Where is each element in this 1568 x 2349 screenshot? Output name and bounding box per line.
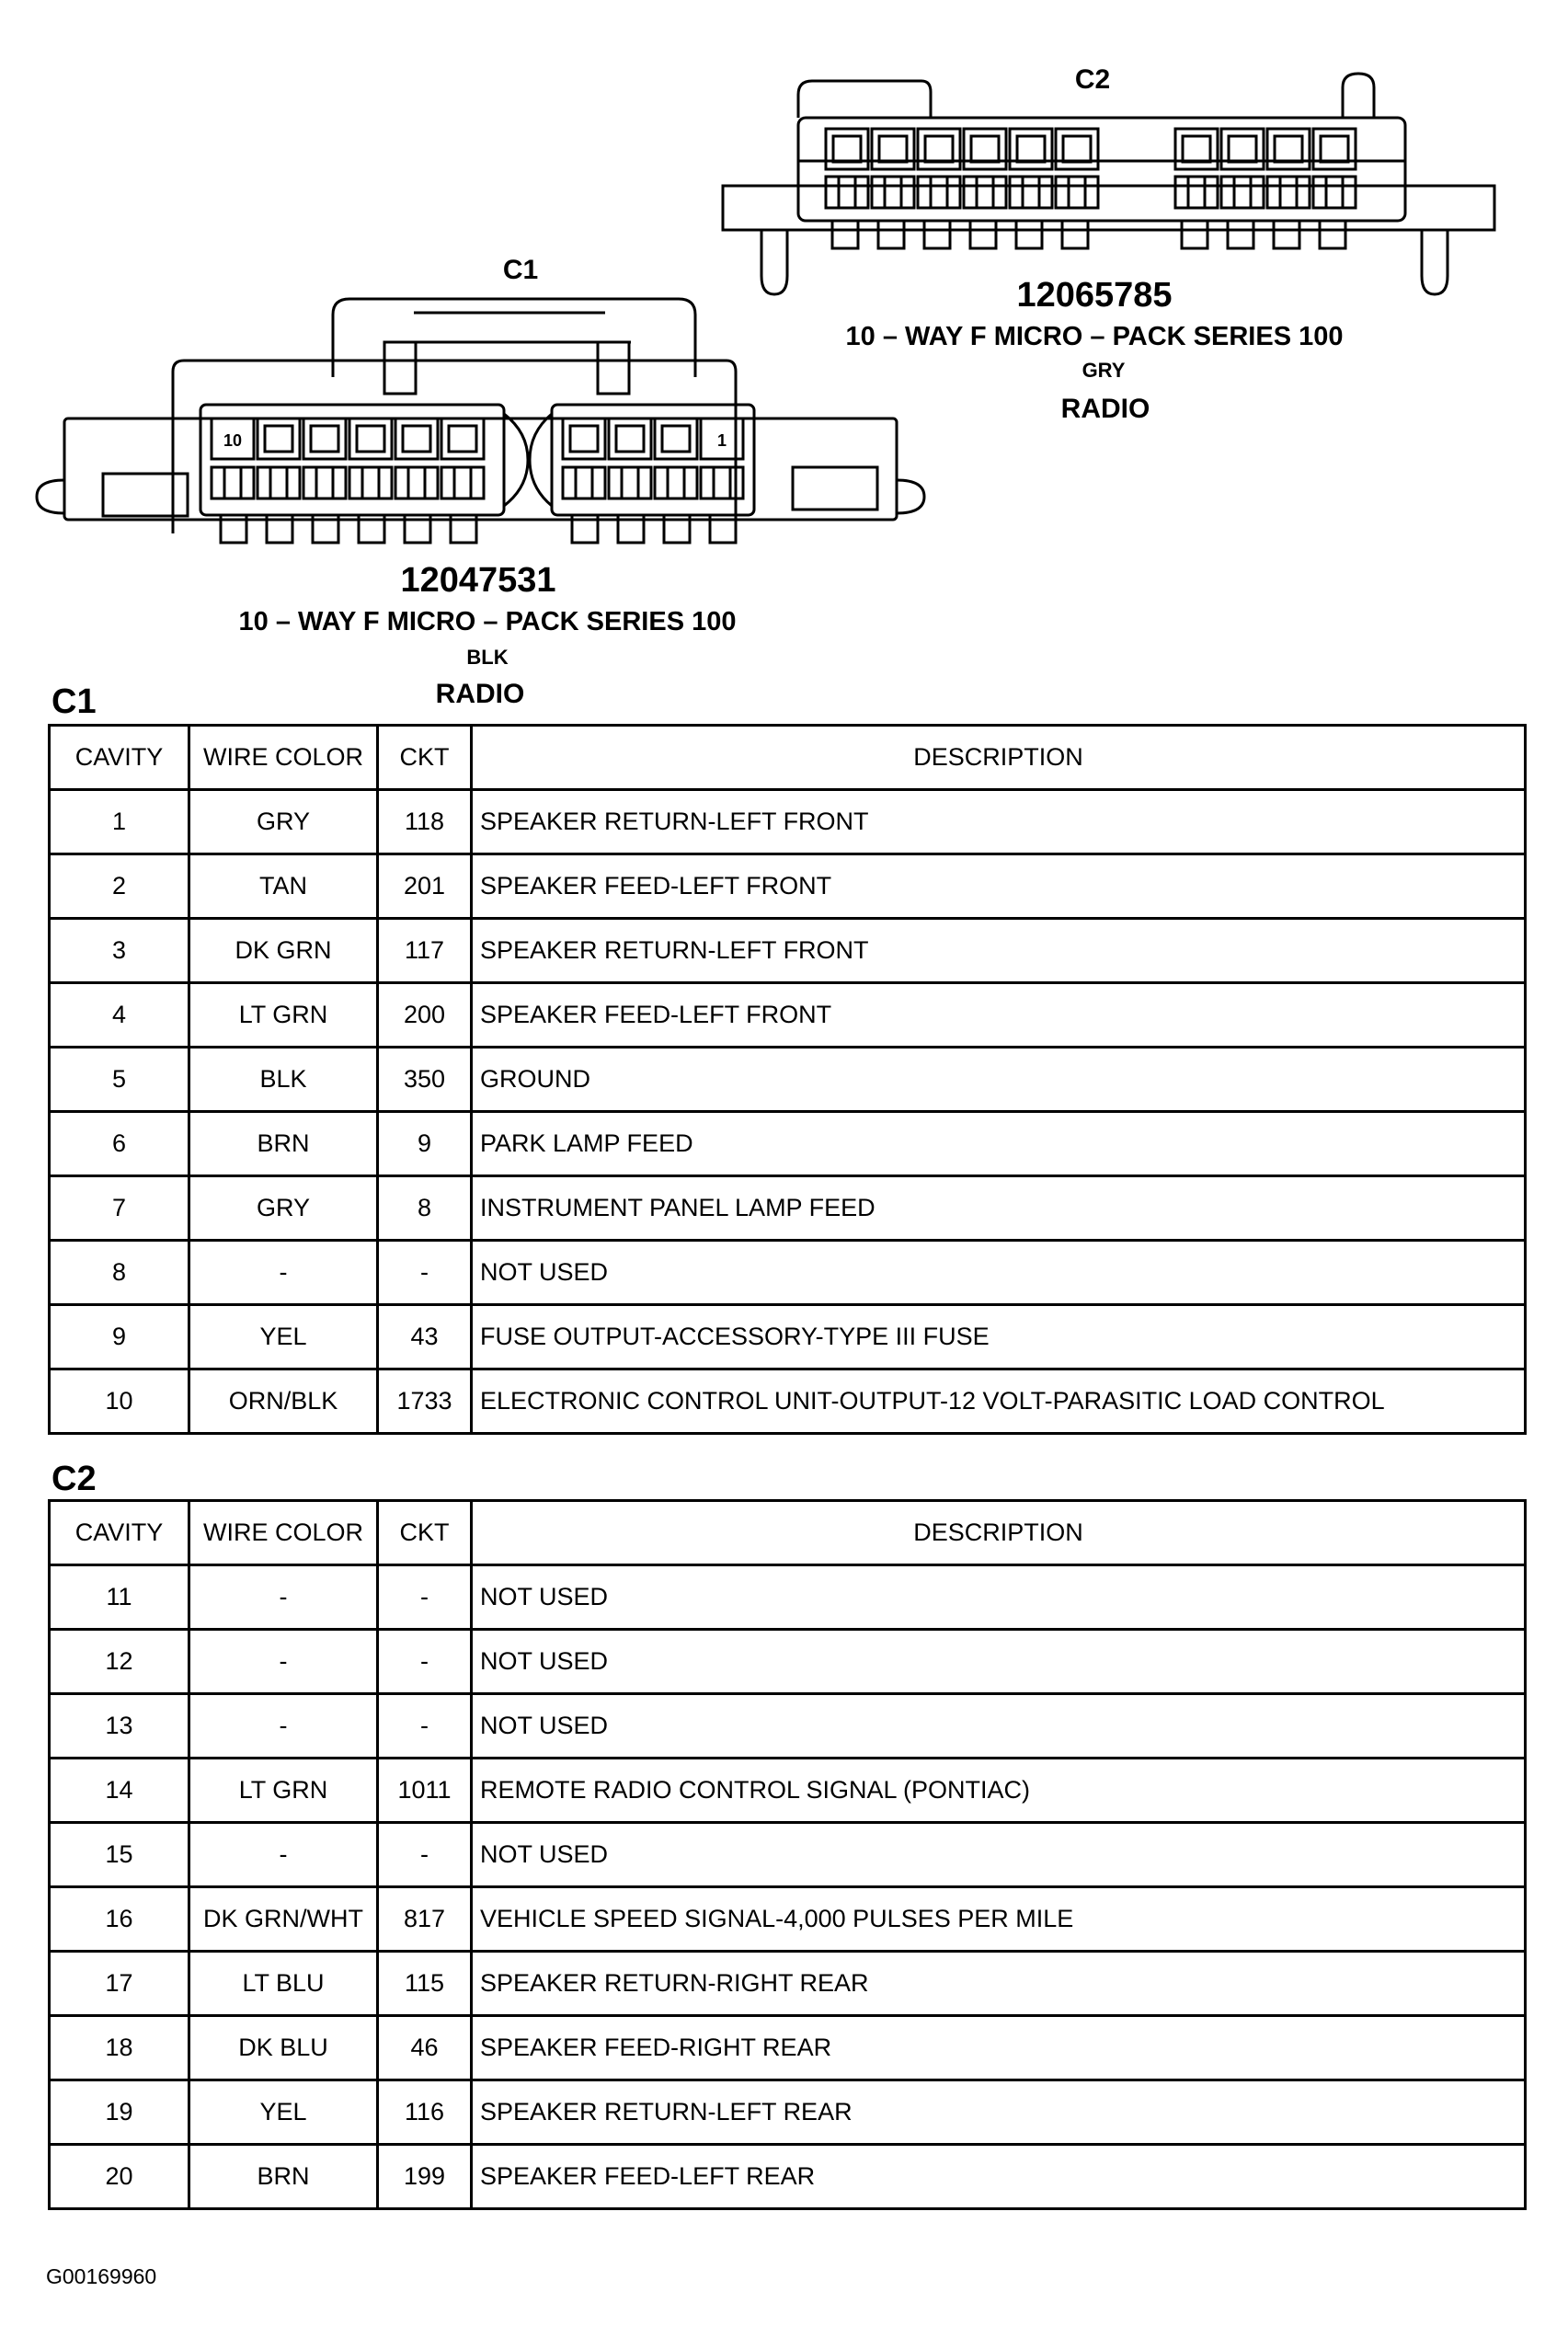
cavity-cell: 5: [50, 1048, 189, 1112]
c2-table-title: C2: [52, 1460, 97, 1498]
table-row: [50, 919, 1526, 983]
wire-color-cell: BLK: [189, 1048, 378, 1112]
description-cell: VEHICLE SPEED SIGNAL-4,000 PULSES PER MILE: [472, 1887, 1526, 1952]
ckt-cell: 200: [378, 983, 472, 1048]
cavity-cell: 13: [50, 1694, 189, 1759]
c1-pinout-table: [48, 724, 1527, 1435]
wire-color-cell: LT BLU: [189, 1952, 378, 2016]
c2-component-name: RADIO: [1060, 394, 1150, 424]
cavity-cell: 9: [50, 1305, 189, 1369]
table-row: [50, 1305, 1526, 1369]
description-cell: FUSE OUTPUT-ACCESSORY-TYPE III FUSE: [472, 1305, 1526, 1369]
description-cell: SPEAKER RETURN-LEFT FRONT: [472, 919, 1526, 983]
column-header-ckt: CKT: [378, 726, 472, 790]
cavity-cell: 19: [50, 2080, 189, 2145]
ckt-cell: -: [378, 1630, 472, 1694]
description-cell: SPEAKER RETURN-LEFT FRONT: [472, 790, 1526, 854]
ckt-cell: -: [378, 1823, 472, 1887]
c1-part-number: 12047531: [400, 561, 556, 600]
table-row: [50, 2016, 1526, 2080]
ckt-cell: 8: [378, 1176, 472, 1241]
cavity-cell: 7: [50, 1176, 189, 1241]
column-header-description: DESCRIPTION: [472, 1501, 1526, 1565]
table-header-row: [50, 726, 1526, 790]
cavity-cell: 17: [50, 1952, 189, 2016]
cavity-cell: 12: [50, 1630, 189, 1694]
wire-color-cell: YEL: [189, 2080, 378, 2145]
ckt-cell: 116: [378, 2080, 472, 2145]
table-row: [50, 1565, 1526, 1630]
description-cell: INSTRUMENT PANEL LAMP FEED: [472, 1176, 1526, 1241]
cavity-cell: 15: [50, 1823, 189, 1887]
description-cell: SPEAKER FEED-LEFT REAR: [472, 2145, 1526, 2209]
description-cell: SPEAKER RETURN-LEFT REAR: [472, 2080, 1526, 2145]
table-header-row: [50, 1501, 1526, 1565]
wire-color-cell: LT GRN: [189, 983, 378, 1048]
description-cell: NOT USED: [472, 1241, 1526, 1305]
table-row: [50, 1759, 1526, 1823]
wire-color-cell: YEL: [189, 1305, 378, 1369]
wire-color-cell: DK BLU: [189, 2016, 378, 2080]
wire-color-cell: LT GRN: [189, 1759, 378, 1823]
description-cell: PARK LAMP FEED: [472, 1112, 1526, 1176]
description-cell: ELECTRONIC CONTROL UNIT-OUTPUT-12 VOLT-PARASITIC LOAD CONTROL: [472, 1369, 1526, 1434]
cavity-cell: 16: [50, 1887, 189, 1952]
c2-connector-type: 10 – WAY F MICRO – PACK SERIES 100: [845, 322, 1344, 351]
wire-color-cell: -: [189, 1630, 378, 1694]
table-row: [50, 1887, 1526, 1952]
c1-connector-label: C1: [502, 255, 539, 285]
ckt-cell: 350: [378, 1048, 472, 1112]
table-row: [50, 1952, 1526, 2016]
wire-color-cell: -: [189, 1241, 378, 1305]
cavity-cell: 18: [50, 2016, 189, 2080]
column-header-cavity: CAVITY: [50, 726, 189, 790]
c2-part-number: 12065785: [1016, 276, 1173, 315]
wire-color-cell: BRN: [189, 1112, 378, 1176]
description-cell: NOT USED: [472, 1694, 1526, 1759]
cavity-cell: 3: [50, 919, 189, 983]
c1-pin-mark-10: 10: [223, 431, 243, 450]
wire-color-cell: GRY: [189, 1176, 378, 1241]
cavity-cell: 1: [50, 790, 189, 854]
table-row: [50, 1694, 1526, 1759]
table-row: [50, 2080, 1526, 2145]
c2-pinout-table: [48, 1499, 1527, 2210]
c1-pin-mark-1: 1: [716, 431, 727, 450]
c2-connector-drawing: [723, 74, 1494, 294]
table-row: [50, 790, 1526, 854]
c1-component-name: RADIO: [435, 679, 525, 709]
cavity-cell: 8: [50, 1241, 189, 1305]
ckt-cell: 1011: [378, 1759, 472, 1823]
description-cell: SPEAKER FEED-LEFT FRONT: [472, 983, 1526, 1048]
c2-connector-label: C2: [1074, 64, 1111, 95]
description-cell: SPEAKER FEED-RIGHT REAR: [472, 2016, 1526, 2080]
table-row: [50, 1112, 1526, 1176]
description-cell: REMOTE RADIO CONTROL SIGNAL (PONTIAC): [472, 1759, 1526, 1823]
connector-diagram: [0, 0, 1568, 709]
ckt-cell: 1733: [378, 1369, 472, 1434]
ckt-cell: 46: [378, 2016, 472, 2080]
c1-connector-color: BLK: [466, 646, 509, 669]
description-cell: GROUND: [472, 1048, 1526, 1112]
wire-color-cell: GRY: [189, 790, 378, 854]
c2-connector-color: GRY: [1082, 359, 1126, 382]
column-header-description: DESCRIPTION: [472, 726, 1526, 790]
column-header-ckt: CKT: [378, 1501, 472, 1565]
ckt-cell: -: [378, 1694, 472, 1759]
figure-code: G00169960: [46, 2264, 157, 2288]
description-cell: NOT USED: [472, 1823, 1526, 1887]
cavity-cell: 10: [50, 1369, 189, 1434]
description-cell: SPEAKER FEED-LEFT FRONT: [472, 854, 1526, 919]
ckt-cell: 117: [378, 919, 472, 983]
wire-color-cell: -: [189, 1823, 378, 1887]
c1-connector-drawing: [37, 299, 924, 543]
column-header-wire-color: WIRE COLOR: [189, 726, 378, 790]
cavity-cell: 20: [50, 2145, 189, 2209]
ckt-cell: 118: [378, 790, 472, 854]
c1-connector-type: 10 – WAY F MICRO – PACK SERIES 100: [238, 607, 737, 636]
ckt-cell: 115: [378, 1952, 472, 2016]
table-row: [50, 1241, 1526, 1305]
wire-color-cell: DK GRN/WHT: [189, 1887, 378, 1952]
table-row: [50, 1048, 1526, 1112]
description-cell: NOT USED: [472, 1630, 1526, 1694]
wire-color-cell: TAN: [189, 854, 378, 919]
cavity-cell: 4: [50, 983, 189, 1048]
cavity-cell: 14: [50, 1759, 189, 1823]
c1-table-title: C1: [52, 682, 97, 721]
description-cell: SPEAKER RETURN-RIGHT REAR: [472, 1952, 1526, 2016]
description-cell: NOT USED: [472, 1565, 1526, 1630]
cavity-cell: 11: [50, 1565, 189, 1630]
column-header-cavity: CAVITY: [50, 1501, 189, 1565]
table-row: [50, 1176, 1526, 1241]
wire-color-cell: -: [189, 1565, 378, 1630]
table-row: [50, 1823, 1526, 1887]
table-row: [50, 2145, 1526, 2209]
ckt-cell: 199: [378, 2145, 472, 2209]
cavity-cell: 6: [50, 1112, 189, 1176]
ckt-cell: 43: [378, 1305, 472, 1369]
ckt-cell: 9: [378, 1112, 472, 1176]
wire-color-cell: BRN: [189, 2145, 378, 2209]
table-row: [50, 1630, 1526, 1694]
ckt-cell: 817: [378, 1887, 472, 1952]
column-header-wire-color: WIRE COLOR: [189, 1501, 378, 1565]
wire-color-cell: -: [189, 1694, 378, 1759]
table-row: [50, 1369, 1526, 1434]
wire-color-cell: DK GRN: [189, 919, 378, 983]
ckt-cell: -: [378, 1565, 472, 1630]
wire-color-cell: ORN/BLK: [189, 1369, 378, 1434]
cavity-cell: 2: [50, 854, 189, 919]
ckt-cell: 201: [378, 854, 472, 919]
table-row: [50, 983, 1526, 1048]
table-row: [50, 854, 1526, 919]
ckt-cell: -: [378, 1241, 472, 1305]
